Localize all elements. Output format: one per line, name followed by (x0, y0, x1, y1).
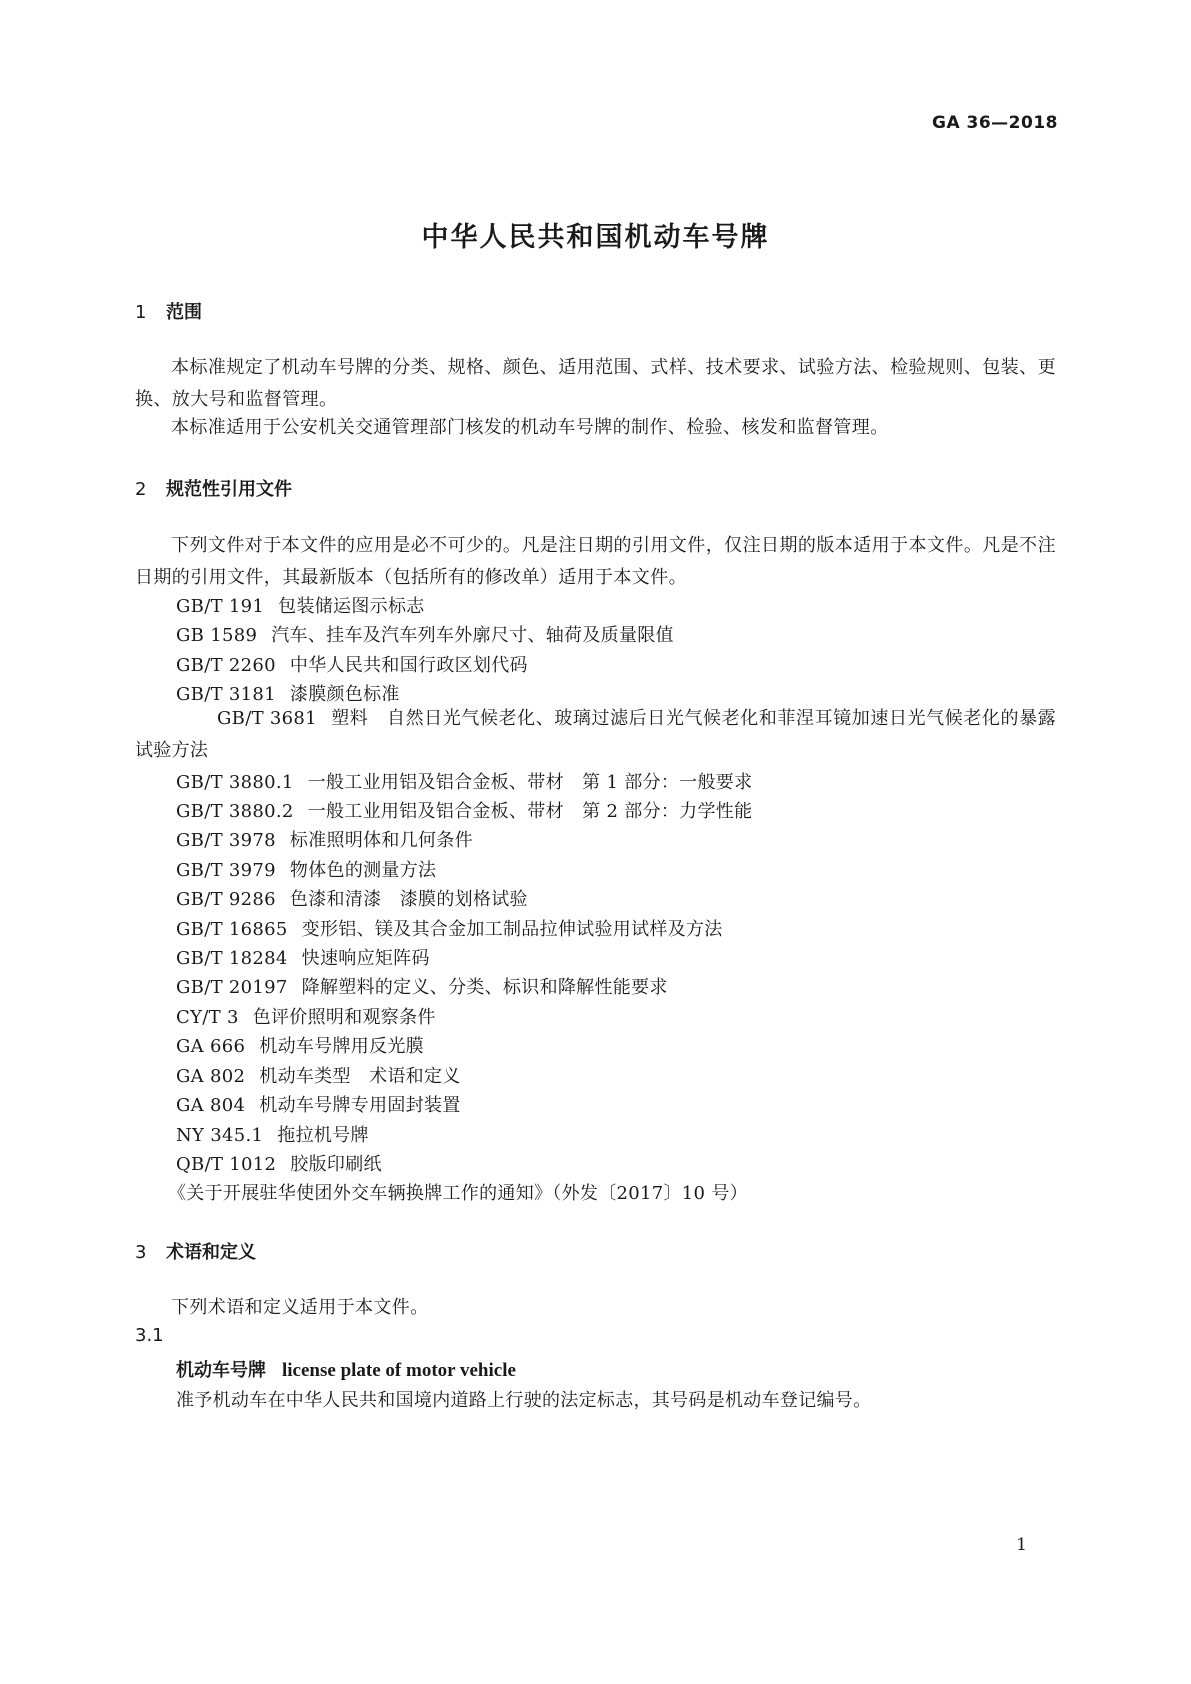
reference-title: 包装储运图示标志 (278, 596, 425, 617)
reference-item (176, 797, 752, 823)
section-1-heading (135, 298, 202, 324)
reference-item (176, 856, 436, 882)
reference-code: GB/T 3880.1 (176, 772, 294, 793)
reference-item (176, 915, 723, 941)
reference-title: 机动车号牌专用固封装置 (259, 1095, 461, 1116)
section-1-paragraph-1: 本标准规定了机动车号牌的分类、规格、颜色、适用范围、式样、技术要求、试验方法、检验规则、包装、更换、放大号和监督管理。 (135, 357, 1056, 410)
reference-title: 物体色的测量方法 (289, 860, 437, 881)
reference-item (176, 1150, 382, 1176)
reference-code: GB/T 18284 (176, 948, 288, 969)
reference-code: QB/T 1012 (176, 1154, 277, 1175)
reference-item (176, 826, 473, 852)
section-3-heading (135, 1238, 256, 1264)
reference-item (176, 973, 668, 999)
page-number: 1 (1016, 1535, 1027, 1555)
section-title: 范围 (166, 302, 202, 323)
reference-title: 一般工业用铝及铝合金板、带材 第 1 部分：一般要求 (307, 772, 753, 793)
reference-code: GB/T 3979 (176, 860, 276, 881)
reference-code: GA 802 (176, 1066, 246, 1087)
term-english: license plate of motor vehicle (282, 1360, 516, 1381)
reference-item (176, 592, 425, 618)
section-2-intro: 下列文件对于本文件的应用是必不可少的。凡是注日期的引用文件，仅注日期的版本适用于本文件。凡是不注日期的引用文件，其最新版本（包括所有的修改单）适用于本文件。 (135, 535, 1056, 588)
standard-code: GA 36—2018 (931, 113, 1058, 133)
section-number: 3 (135, 1242, 147, 1263)
reference-title: 色漆和清漆 漆膜的划格试验 (289, 889, 528, 910)
reference-item (176, 768, 752, 794)
reference-item (176, 1003, 436, 1029)
reference-code: GB/T 3181 (176, 684, 276, 705)
clause-number: 3.1 (135, 1325, 164, 1346)
reference-item (135, 703, 1056, 766)
reference-code: GB/T 2260 (176, 655, 276, 676)
reference-title: 降解塑料的定义、分类、标识和降解性能要求 (301, 977, 668, 998)
reference-item (176, 621, 674, 647)
term-chinese: 机动车号牌 (176, 1360, 266, 1381)
reference-item (176, 1032, 424, 1058)
reference-code: GB/T 20197 (176, 977, 288, 998)
reference-title: 快速响应矩阵码 (301, 948, 430, 969)
section-3-intro: 下列术语和定义适用于本文件。 (171, 1297, 429, 1318)
reference-title: 机动车类型 术语和定义 (259, 1066, 461, 1087)
reference-item (176, 885, 528, 911)
reference-item (176, 1121, 369, 1147)
reference-code: GB 1589 (176, 625, 258, 646)
reference-title: 变形铝、镁及其合金加工制品拉伸试验用试样及方法 (301, 919, 723, 940)
reference-item (176, 1062, 461, 1088)
reference-title: 漆膜颜色标准 (289, 684, 400, 705)
reference-title: 中华人民共和国行政区划代码 (289, 655, 528, 676)
reference-code: GB/T 3978 (176, 830, 276, 851)
section-2-heading (135, 475, 292, 501)
reference-title: 拖拉机号牌 (277, 1125, 369, 1146)
section-number: 1 (135, 302, 147, 323)
reference-code: GB/T 16865 (176, 919, 288, 940)
reference-code: GA 666 (176, 1036, 246, 1057)
reference-title: 标准照明体和几何条件 (289, 830, 473, 851)
reference-title: 色评价照明和观察条件 (252, 1007, 436, 1028)
reference-item (176, 1091, 461, 1117)
reference-code: CY/T 3 (176, 1007, 239, 1028)
reference-title: 汽车、挂车及汽车列车外廓尺寸、轴荷及质量限值 (271, 625, 674, 646)
reference-code: NY 345.1 (176, 1125, 264, 1146)
reference-code: GA 804 (176, 1095, 246, 1116)
reference-title: 塑料 自然日光气候老化、玻璃过滤后日光气候老化和菲涅耳镜加速日光气候老化的暴露试验方法 (135, 708, 1056, 761)
reference-notice: 《关于开展驻华使团外交车辆换牌工作的通知》（外发〔2017〕10 号） (168, 1183, 748, 1204)
reference-code: GB/T 191 (176, 596, 265, 617)
reference-title: 机动车号牌用反光膜 (259, 1036, 424, 1057)
document-title: 中华人民共和国机动车号牌 (421, 222, 770, 253)
term-definition: 准予机动车在中华人民共和国境内道路上行驶的法定标志，其号码是机动车登记编号。 (176, 1390, 872, 1411)
section-number: 2 (135, 479, 147, 500)
reference-code: GB/T 3880.2 (176, 801, 294, 822)
section-title: 规范性引用文件 (166, 479, 292, 500)
reference-title: 胶版印刷纸 (290, 1154, 382, 1175)
reference-item (176, 944, 430, 970)
reference-code: GB/T 9286 (176, 889, 276, 910)
section-1-paragraph-2: 本标准适用于公安机关交通管理部门核发的机动车号牌的制作、检验、核发和监督管理。 (171, 417, 889, 438)
reference-title: 一般工业用铝及铝合金板、带材 第 2 部分：力学性能 (307, 801, 753, 822)
reference-code: GB/T 3681 (217, 708, 317, 729)
term-entry (176, 1356, 516, 1382)
reference-item (176, 651, 528, 677)
section-title: 术语和定义 (166, 1242, 256, 1263)
